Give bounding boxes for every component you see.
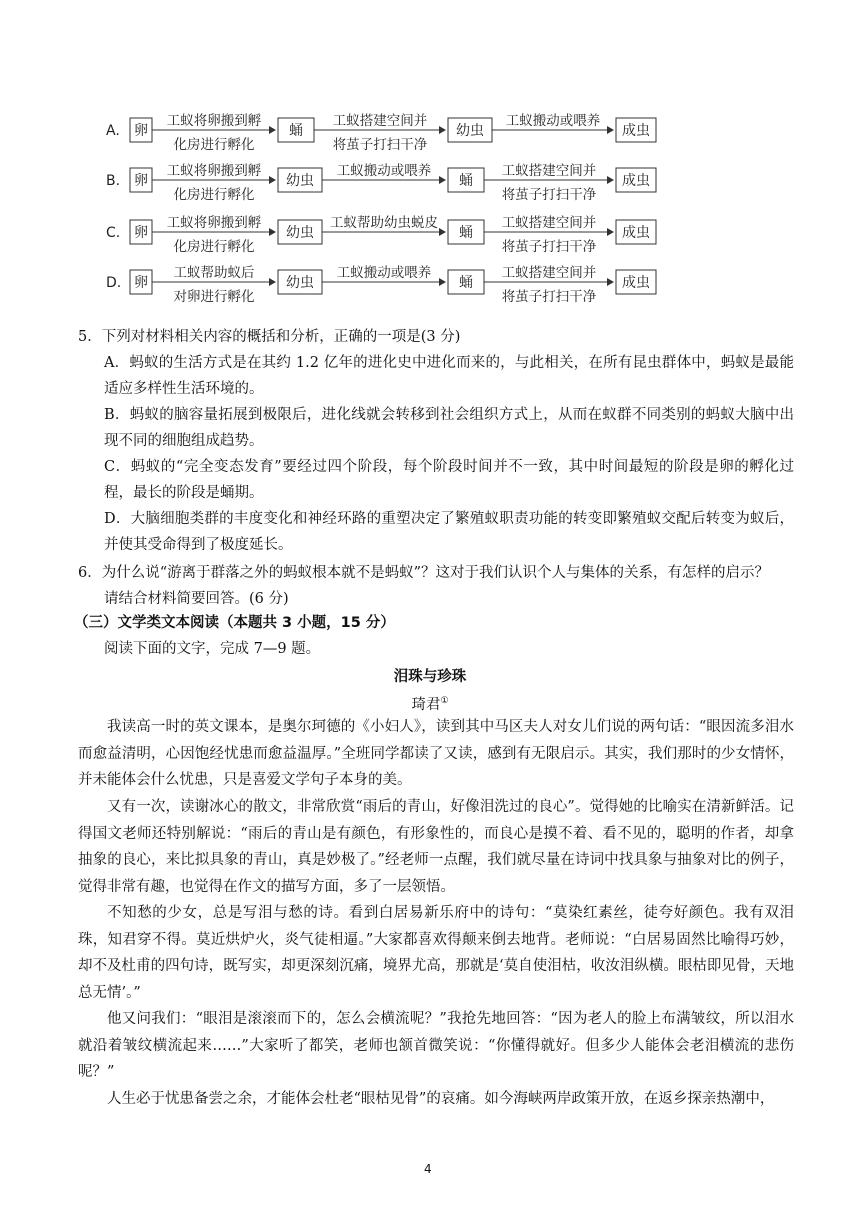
flow-arrow-head xyxy=(607,278,614,286)
arrow-text-top: 工蚁帮助幼虫蜕皮 xyxy=(330,215,438,231)
arrow-text-bottom: 化房进行孵化 xyxy=(173,187,255,203)
arrow-text-top: 工蚁搬动或喂养 xyxy=(336,265,432,281)
arrow-text-bottom: 化房进行孵化 xyxy=(173,239,255,255)
author-name: 琦君 xyxy=(411,696,441,713)
paragraph-3: 不知愁的少女，总是写泪与愁的诗。看到白居易新乐府中的诗句：“莫染红素丝，徒夸好颜色。我有双泪珠，知君穿不得。莫近烘炉火，炎气徒相逼。”大家都喜欢得颠来倒去地背。老师说：“白居易固然比喻得巧妙，却不及杜甫的四句诗，既写实，却更深刻沉痛，境界尤高，那就是‘莫自使泪枯，收汝泪纵横。眼枯即见骨，天地总无情’。” xyxy=(78,905,794,1001)
q5-option-d: D．大脑细胞类群的丰度变化和神经环路的重塑决定了繁殖蚁职责功能的转变即繁殖蚁交配后转变为蚁后，并使其受命得到了极度延长。 xyxy=(104,511,794,553)
flow-arrow-head xyxy=(439,278,446,286)
paragraph-2: 又有一次，读谢冰心的散文，非常欣赏“雨后的青山，好像泪洗过的良心”。觉得她的比喻实在清新鲜活。记得国文老师还特别解说：“雨后的青山是有颜色，有形象性的，而良心是摸不着、看不见的，聪明的作者，却拿抽象的良心，来比拟具象的青山，真是妙极了。”经老师一点醒，我们就尽量在诗词中找具象与抽象对比的例子，觉得非常有趣，也觉得在作文的描写方面，多了一层领悟。 xyxy=(78,799,794,895)
q5-option-a: A．蚂蚁的生活方式是在其约 1.2 亿年的进化史中进化而来的，与此相关，在所有昆虫群体中，蚂蚁是最能适应多样性生活环境的。 xyxy=(104,355,794,397)
flow-arrow-head xyxy=(607,176,614,184)
flow-arrow-head xyxy=(269,278,276,286)
flow-svg xyxy=(100,96,660,304)
paragraph-5: 人生必于忧患备尝之余，才能体会杜老“眼枯见骨”的哀痛。如今海峡两岸政策开放，在返乡探亲热潮中， xyxy=(107,1091,775,1107)
arrow-text-bottom: 对卵进行孵化 xyxy=(173,289,255,304)
stage-label: 卵 xyxy=(134,123,148,139)
arrow-text-bottom: 化房进行孵化 xyxy=(173,137,255,153)
stage-label: 蛹 xyxy=(459,173,473,189)
flow-arrow-head xyxy=(269,176,276,184)
arrow-text-top: 工蚁将卵搬到孵 xyxy=(166,113,262,129)
reading-instruction: 阅读下面的文字，完成 7—9 题。 xyxy=(104,641,321,657)
arrow-text-bottom: 将茧子打扫干净 xyxy=(501,289,597,304)
arrow-text-top: 工蚁搬动或喂养 xyxy=(336,163,432,179)
stage-label: 卵 xyxy=(134,225,148,241)
arrow-text-top: 工蚁将卵搬到孵 xyxy=(166,215,262,231)
arrow-text-top: 工蚁搭建空间并 xyxy=(501,163,597,179)
flow-arrow-head xyxy=(269,126,276,134)
options-flow-diagram xyxy=(100,96,660,304)
arrow-text-top: 工蚁帮助蚁后 xyxy=(173,265,255,281)
flow-arrow-head xyxy=(439,176,446,184)
option-label: C. xyxy=(106,225,121,241)
arrow-text-bottom: 将茧子打扫干净 xyxy=(332,137,428,153)
stage-label: 卵 xyxy=(134,173,148,189)
stage-label: 幼虫 xyxy=(286,173,314,189)
arrow-text-top: 工蚁搭建空间并 xyxy=(501,265,597,281)
option-label: A. xyxy=(106,123,120,139)
option-label: B. xyxy=(106,173,121,189)
arrow-text-top: 工蚁搭建空间并 xyxy=(332,113,428,129)
stage-label: 成虫 xyxy=(622,173,650,189)
option-label: D. xyxy=(106,275,122,291)
stage-label: 蛹 xyxy=(289,123,303,139)
paragraph-1: 我读高一时的英文课本，是奥尔珂德的《小妇人》，读到其中马区夫人对女儿们说的两句话：“眼因流多泪水而愈益清明，心因饱经忧患而愈益温厚。”全班同学都读了又读，感到有无限启示。其实，我们那时的少女情怀，并未能体会什么忧患，只是喜爱文学句子本身的美。 xyxy=(78,719,794,788)
stage-label: 卵 xyxy=(134,275,148,291)
stage-label: 蛹 xyxy=(459,225,473,241)
stage-label: 幼虫 xyxy=(456,123,484,139)
q6-line-2: 请结合材料简要回答。(6 分) xyxy=(104,591,289,607)
stage-label: 成虫 xyxy=(622,225,650,241)
page-number: 4 xyxy=(424,1162,432,1176)
paragraph-4: 他又问我们：“眼泪是滚滚而下的，怎么会横流呢？”我抢先地回答：“因为老人的脸上布满皱纹，所以泪水就沿着皱纹横流起来……”大家听了都笑，老师也颔首微笑说：“你懂得就好。但多少人能体会老泪横流的悲伤呢？” xyxy=(78,1011,794,1080)
arrow-text-bottom: 将茧子打扫干净 xyxy=(501,187,597,203)
stage-label: 幼虫 xyxy=(286,275,314,291)
arrow-text-top: 工蚁搭建空间并 xyxy=(501,215,597,231)
stage-label: 幼虫 xyxy=(286,225,314,241)
stage-label: 成虫 xyxy=(622,275,650,291)
author-footnote-mark: ① xyxy=(440,696,449,706)
flow-arrow-head xyxy=(439,126,446,134)
q6-line-1: 6．为什么说“游离于群落之外的蚂蚁根本就不是蚂蚁”？这对于我们认识个人与集体的关系，有怎样的启示？ xyxy=(78,565,770,581)
stage-label: 成虫 xyxy=(622,123,650,139)
q5-option-c: C．蚂蚁的“完全变态发育”要经过四个阶段，每个阶段时间并不一致，其中时间最短的阶段是卵的孵化过程，最长的阶段是蛹期。 xyxy=(104,459,794,501)
section-heading: （三）文学类文本阅读（本题共 3 小题，15 分） xyxy=(74,615,395,631)
flow-arrow-head xyxy=(269,228,276,236)
stage-label: 蛹 xyxy=(459,275,473,291)
arrow-text-bottom: 将茧子打扫干净 xyxy=(501,239,597,255)
flow-arrow-head xyxy=(607,228,614,236)
q5-option-b: B．蚂蚁的脑容量拓展到极限后，进化线就会转移到社会组织方式上，从而在蚁群不同类别的蚂蚁大脑中出现不同的细胞组成趋势。 xyxy=(104,407,794,449)
arrow-text-top: 工蚁将卵搬到孵 xyxy=(166,163,262,179)
article-title: 泪珠与珍珠 xyxy=(393,669,467,685)
flow-arrow-head xyxy=(607,126,614,134)
q5-stem: 5．下列对材料相关内容的概括和分析，正确的一项是(3 分) xyxy=(78,329,461,345)
flow-arrow-head xyxy=(439,228,446,236)
arrow-text-top: 工蚁搬动或喂养 xyxy=(505,113,601,129)
